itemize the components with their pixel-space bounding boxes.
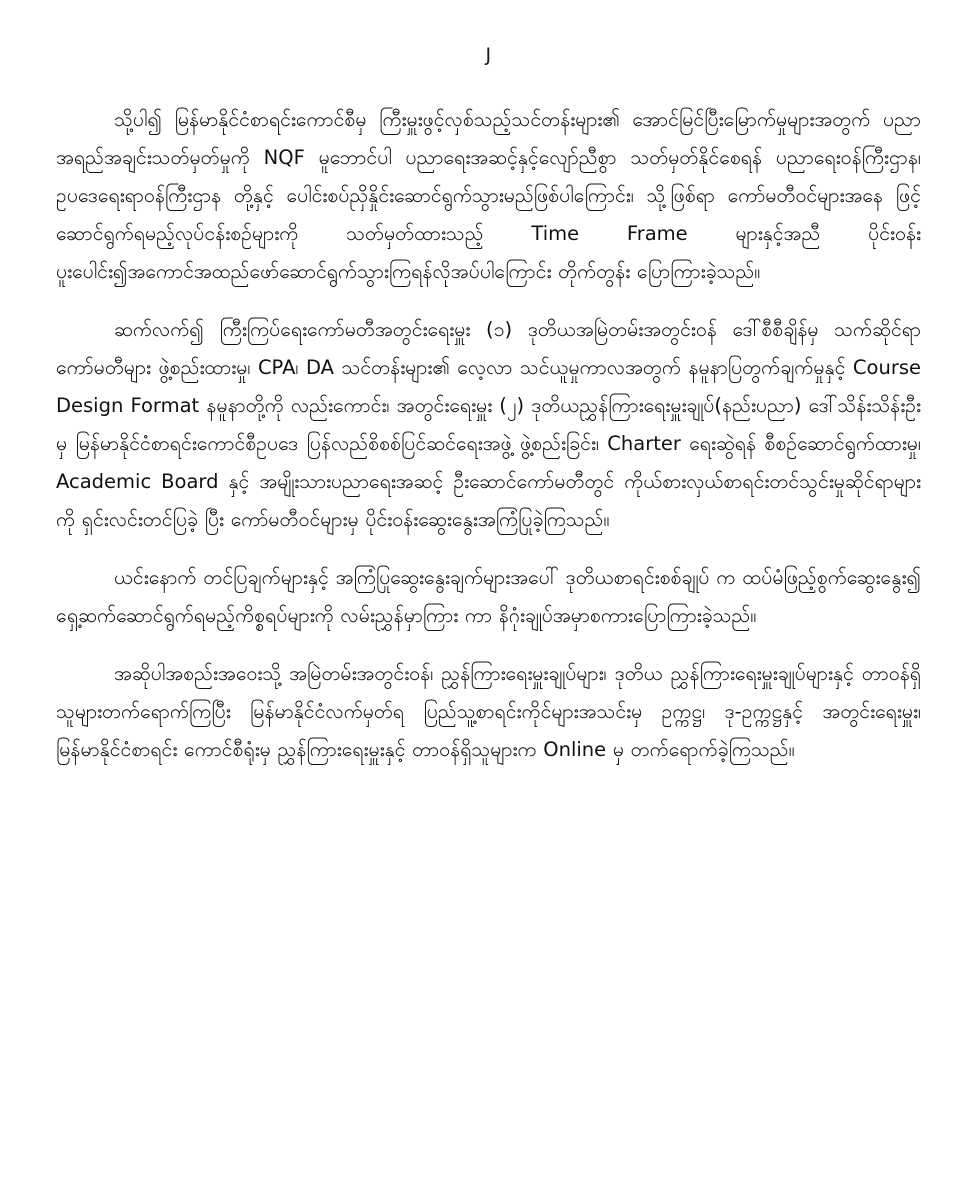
document-body xyxy=(56,101,921,769)
paragraph: ဆက်လက်၍ ကြီးကြပ်ရေးကော်မတီအတွင်းရေးမှူး (၁) ဒုတိယအမြဲတမ်းအတွင်းဝန် ဒေါ်စီစီချိန်မှ သက်ဆိုင်ရာကော်မတီများ ဖွဲ့စည်းထားမှု၊ CPA၊ DA သင်တန်းများ၏ လေ့လာ သင်ယူမှုကာလအတွက် နမူနာပြတွက်ချက်မှုနှင့် Course Design Format နမူနာတို့ကို လည်းကောင်း၊ အတွင်းရေးမှူး (၂) ဒုတိယညွှန်ကြားရေးမှူးချုပ်(နည်းပညာ) ဒေါ်သိန်းသိန်းဦး မှ မြန်မာနိုင်ငံစာရင်းကောင်စီဥပဒေ ပြန်လည်စိစစ်ပြင်ဆင်ရေးအဖွဲ့ ဖွဲ့စည်းခြင်း၊ Charter ရေးဆွဲရန် စီစဉ်ဆောင်ရွက်ထားမှု၊ Academic Board နှင့် အမျိုးသားပညာရေးအဆင့် ဦးဆောင်ကော်မတီတွင် ကိုယ်စားလှယ်စာရင်းတင်သွင်းမှုဆိုင်ရာများကို ရှင်းလင်းတင်ပြခဲ့ ပြီး ကော်မတီဝင်များမှ ပိုင်းဝန်းဆွေးနွေးအကြံပြုခဲ့ကြသည်။ xyxy=(56,317,921,531)
paragraph: သို့ပါ၍ မြန်မာနိုင်ငံစာရင်းကောင်စီမှ ကြီးမှူးဖွင့်လှစ်သည့်သင်တန်းများ၏ အောင်မြင်ပြီးမြောက်မှုများအတွက် ပညာအရည်အချင်းသတ်မှတ်မှုကို NQF မူဘောင်ပါ ပညာရေးအဆင့်နှင့်လျော်ညီစွာ သတ်မှတ်နိုင်စေရန် ပညာရေးဝန်ကြီးဌာန၊ ဥပဒေရေးရာဝန်ကြီးဌာန တို့နှင့် ပေါင်းစပ်ညှိနှိုင်းဆောင်ရွက်သွားမည်ဖြစ်ပါကြောင်း၊ သို့ဖြစ်ရာ ကော်မတီဝင်များအနေ ဖြင့် ဆောင်ရွက်ရမည့်လုပ်ငန်းစဉ်များကို သတ်မှတ်ထားသည့် Time Frame များနှင့်အညီ ပိုင်းဝန်းပူးပေါင်း၍အကောင်အထည်ဖော်ဆောင်ရွက်သွားကြရန်လိုအပ်ပါကြောင်း တိုက်တွန်း ပြောကြားခဲ့သည်။ xyxy=(56,107,921,283)
paragraph: ယင်းနောက် တင်ပြချက်များနှင့် အကြံပြုဆွေးနွေးချက်များအပေါ် ဒုတိယစာရင်းစစ်ချုပ် က ထပ်မံဖြည့်စွက်ဆွေးနွေး၍ ရှေ့ဆက်ဆောင်ရွက်ရမည့်ကိစ္စရပ်များကို လမ်းညွှန်မှာကြား ကာ နိဂုံးချုပ်အမှာစကားပြောကြားခဲ့သည်။ xyxy=(56,565,921,627)
page-marker: J xyxy=(485,44,492,66)
paragraph: အဆိုပါအစည်းအဝေးသို့ အမြဲတမ်းအတွင်းဝန်၊ ညွှန်ကြားရေးမှူးချုပ်များ၊ ဒုတိယ ညွှန်ကြားရေးမှူးချုပ်များနှင့် တာဝန်ရှိသူများတက်ရောက်ကြပြီး မြန်မာနိုင်ငံလက်မှတ်ရ ပြည်သူ့စာရင်းကိုင်များအသင်းမှ ဥက္ကဋ္ဌ၊ ဒု-ဥက္ကဋ္ဌနှင့် အတွင်းရေးမှူး၊ မြန်မာနိုင်ငံစာရင်း ကောင်စီရုံးမှ ညွှန်ကြားရေးမှူးနှင့် တာဝန်ရှိသူများက Online မှ တက်ရောက်ခဲ့ကြသည်။ xyxy=(56,662,921,762)
